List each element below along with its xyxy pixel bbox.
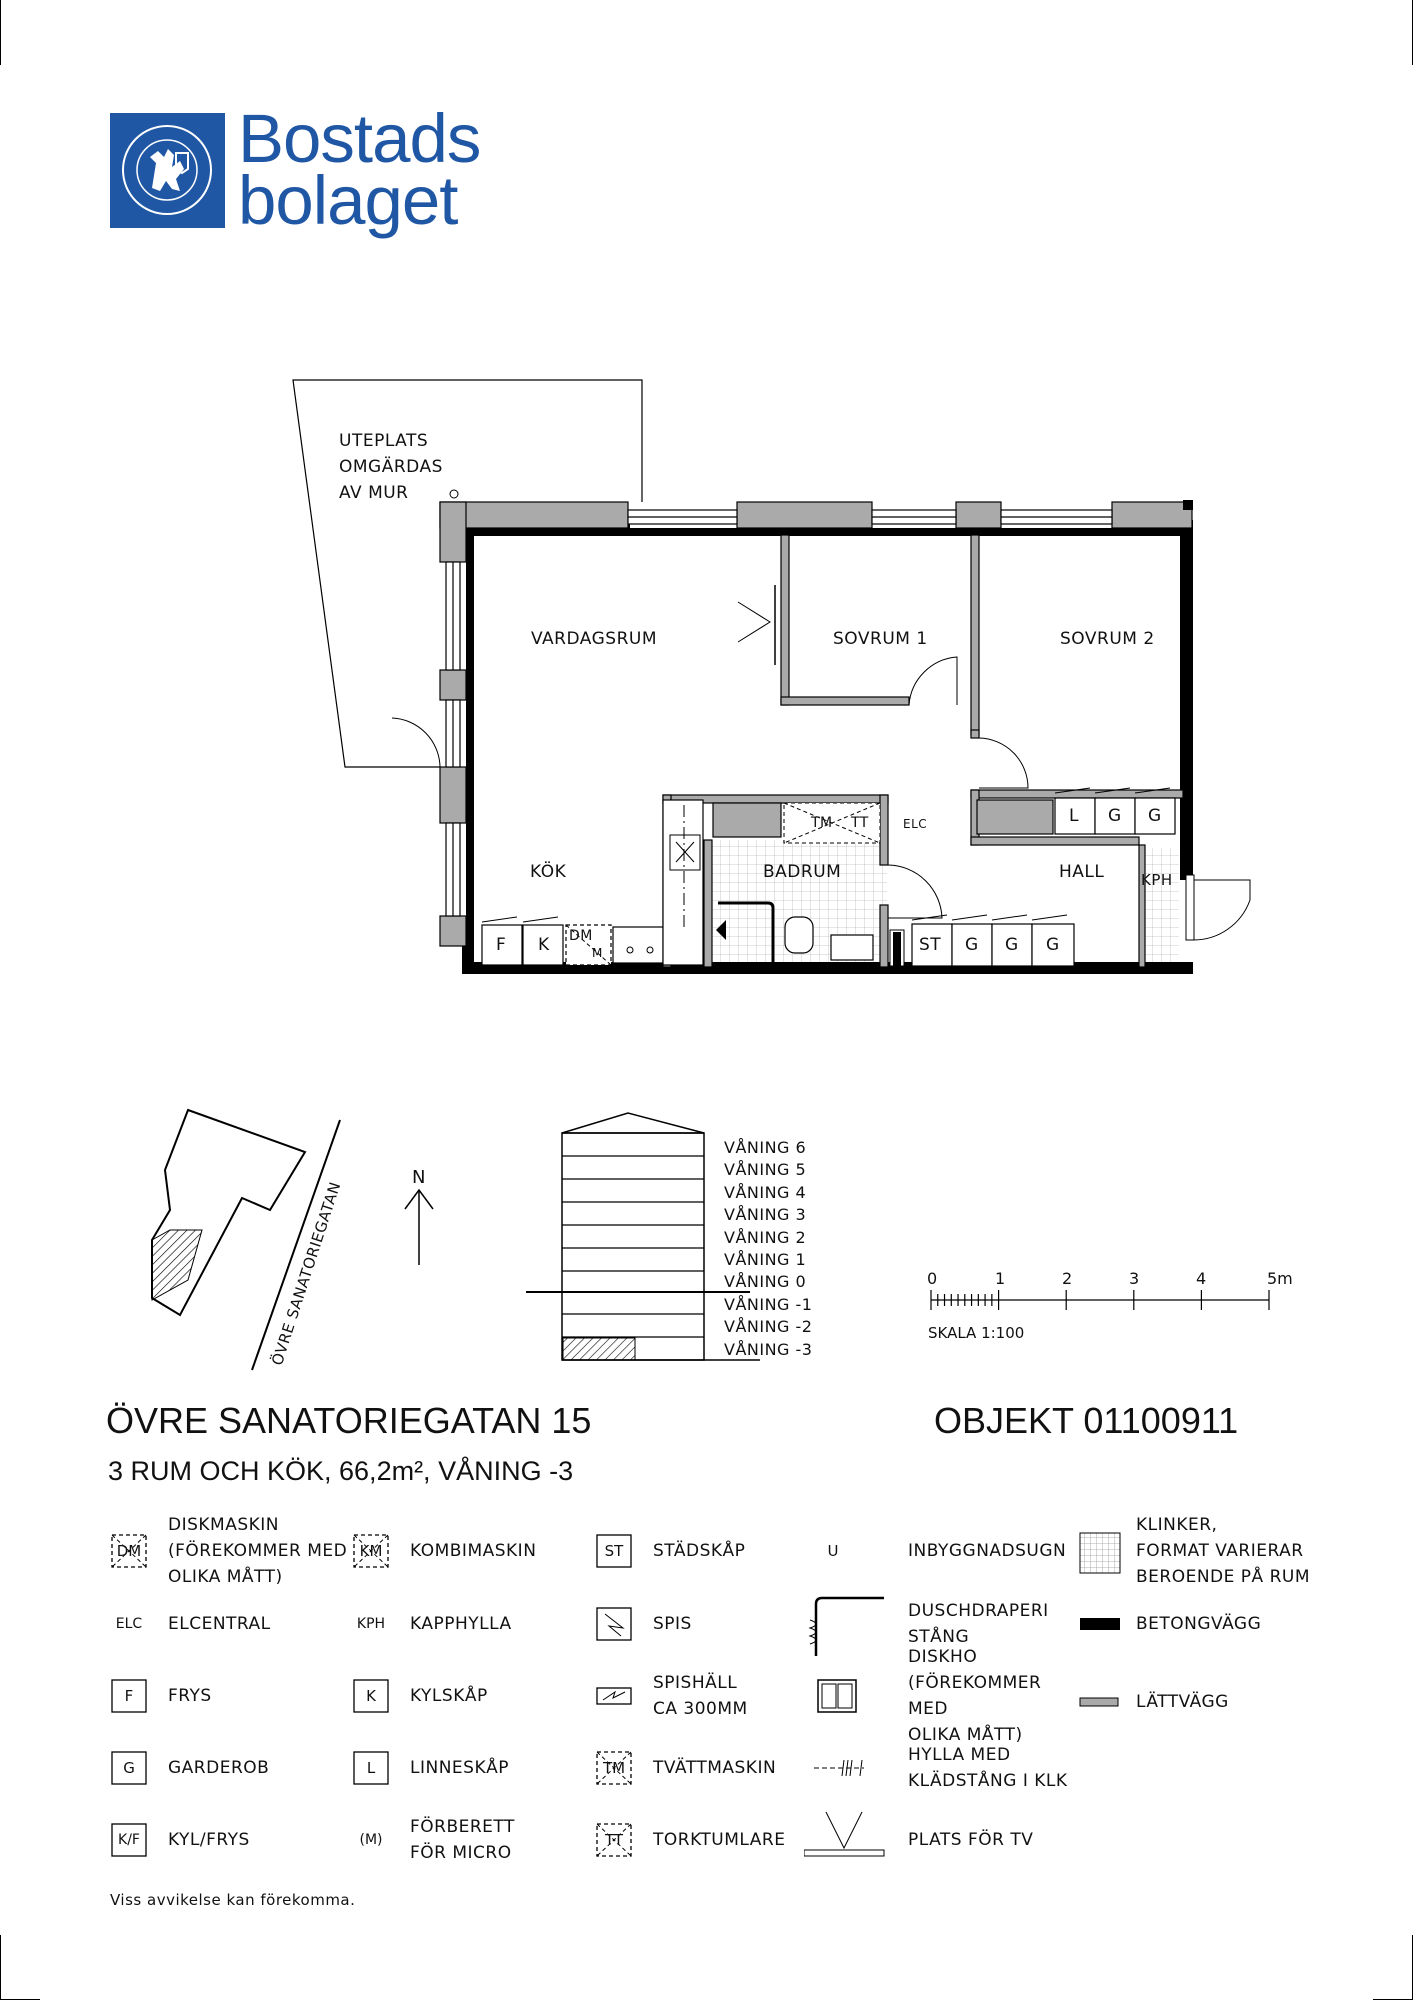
legend-item [110, 1594, 370, 1654]
legend-symbol-icon [814, 1820, 854, 1860]
room-sovrum-1: SOVRUM 1 [833, 629, 928, 649]
closet-g: G [965, 935, 979, 955]
legend-label: KAPPHYLLA [410, 1614, 512, 1634]
legend-label: TORKTUMLARE [653, 1830, 786, 1850]
legend-item [110, 1666, 370, 1726]
legend-item [110, 1738, 370, 1798]
legend-label: LÄTTVÄGG [1136, 1692, 1229, 1712]
legend-label: DISKMASKIN (FÖREKOMMER MED OLIKA MÅTT) [168, 1515, 348, 1587]
legend-item [352, 1810, 612, 1870]
legend-symbol-text: ST [604, 1542, 624, 1560]
legend-label: LINNESKÅP [410, 1758, 509, 1778]
closet-g: G [1148, 806, 1162, 826]
fixture-tm: TM [811, 815, 833, 831]
legend-label: BETONGVÄGG [1136, 1614, 1262, 1634]
legend-symbol-text: F [124, 1687, 134, 1705]
legend-label: PLATS FÖR TV [908, 1830, 1034, 1850]
entrance-tiles [1141, 848, 1179, 964]
closet-st: ST [919, 935, 942, 955]
legend-item [1078, 1672, 1338, 1732]
legend-symbol-icon [1078, 1604, 1118, 1644]
legend-symbol-text: KPH [356, 1616, 386, 1632]
legend-item [814, 1521, 1074, 1581]
legend-symbol-icon [814, 1676, 854, 1716]
floor-label: VÅNING 4 [724, 1182, 807, 1202]
scale-tick-label: 5m [1267, 1269, 1293, 1288]
legend-label: INBYGGNADSUGN [908, 1541, 1067, 1561]
legend-symbol-icon [595, 1676, 635, 1716]
floor-label: VÅNING -2 [724, 1317, 813, 1337]
legend-symbol-text: K/F [118, 1832, 140, 1848]
legend-item [352, 1594, 612, 1654]
legend-item [1078, 1515, 1338, 1587]
north-label: N [412, 1167, 426, 1188]
scale-tick-label: 1 [995, 1269, 1006, 1288]
closet-g: G [1046, 935, 1060, 955]
legend-item [352, 1738, 612, 1798]
legend-symbol-text: ELC [115, 1616, 143, 1632]
legend-label: GARDEROB [168, 1758, 270, 1778]
legend-symbol-text: TM [602, 1759, 626, 1777]
floor-label: VÅNING 5 [724, 1160, 807, 1180]
legend-label: ELCENTRAL [168, 1614, 271, 1634]
legend-label: KOMBIMASKIN [410, 1541, 537, 1561]
room-uteplats: UTEPLATS OMGÄRDAS AV MUR [339, 431, 443, 503]
legend-symbol-icon [1078, 1531, 1118, 1571]
floor-label: VÅNING -1 [724, 1294, 813, 1314]
footnote: Viss avvikelse kan förekomma. [110, 1891, 356, 1909]
kph-label: KPH [1141, 871, 1173, 889]
scale-tick-label: 4 [1196, 1269, 1207, 1288]
scale-label: SKALA 1:100 [928, 1324, 1025, 1342]
objekt-number: OBJEKT 01100911 [934, 1400, 1239, 1441]
legend-label: DISKHO (FÖREKOMMER MED OLIKA MÅTT) [908, 1647, 1042, 1745]
legend-label: SPISHÄLL CA 300MM [653, 1673, 748, 1719]
legend-item [814, 1647, 1074, 1745]
legend-label: KYLSKÅP [410, 1686, 488, 1706]
legend-symbol-text: L [366, 1759, 376, 1777]
legend-item [814, 1810, 1074, 1870]
legend-symbol-text: K [366, 1687, 376, 1705]
scale-tick-label: 2 [1062, 1269, 1073, 1288]
apartment-subtitle: 3 RUM OCH KÖK, 66,2m², VÅNING -3 [108, 1456, 574, 1486]
floor-label: VÅNING 3 [724, 1205, 807, 1225]
legend-symbol-text: DM [116, 1542, 142, 1560]
legend-label: STÄDSKÅP [653, 1541, 746, 1561]
elc-label: ELC [903, 817, 928, 831]
legend-symbol-text: KM [359, 1542, 383, 1560]
logo-line1: Bostads [238, 100, 481, 177]
legend-symbol-icon [814, 1748, 854, 1788]
scale-tick-label: 3 [1129, 1269, 1140, 1288]
legend-symbol-text: G [123, 1759, 135, 1777]
legend-item [814, 1738, 1074, 1798]
legend-symbol-icon [1078, 1682, 1118, 1722]
floor-label: VÅNING 1 [724, 1250, 807, 1269]
legend-symbol-text: TT [604, 1831, 624, 1849]
fixture-dm: DM [569, 928, 593, 944]
legend-label: SPIS [653, 1614, 692, 1634]
legend-label: TVÄTTMASKIN [653, 1758, 777, 1778]
scale-tick-label: 0 [927, 1269, 938, 1288]
fixture-k: K [538, 935, 550, 955]
legend-label: FRYS [168, 1686, 212, 1706]
legend-symbol-text: (M) [359, 1832, 383, 1848]
room-hall: HALL [1059, 862, 1105, 882]
scale-bar [925, 1280, 1275, 1330]
fixture-f: F [496, 935, 507, 955]
legend-label: HYLLA MED KLÄDSTÅNG I KLK [908, 1745, 1068, 1791]
legend-item [110, 1515, 370, 1587]
legend-item [110, 1810, 370, 1870]
north-arrow-icon [400, 1185, 440, 1270]
floor-label: VÅNING 6 [724, 1138, 807, 1157]
legend-label: KLINKER, FORMAT VARIERAR BEROENDE PÅ RUM [1136, 1515, 1310, 1587]
fixture-tt: TT [851, 815, 869, 831]
closet-l: L [1069, 806, 1079, 826]
floor-label: VÅNING 0 [724, 1272, 807, 1292]
legend-symbol-text: U [827, 1542, 839, 1560]
room-kok: KÖK [530, 862, 567, 882]
room-vardagsrum: VARDAGSRUM [531, 629, 657, 649]
legend-label: KYL/FRYS [168, 1830, 250, 1850]
legend-item [352, 1666, 612, 1726]
legend-item [1078, 1594, 1338, 1654]
street-label: ÖVRE SANATORIEGATAN [268, 1179, 345, 1368]
room-badrum: BADRUM [763, 862, 842, 882]
closet-g: G [1005, 935, 1019, 955]
legend-label: DUSCHDRAPERI STÅNG [908, 1601, 1049, 1647]
site-plan [130, 1100, 390, 1380]
address-title: ÖVRE SANATORIEGATAN 15 [106, 1400, 592, 1441]
legend-symbol-icon [814, 1604, 854, 1644]
room-sovrum-2: SOVRUM 2 [1060, 629, 1155, 649]
logo-line2: bolaget [238, 162, 458, 239]
legend-label: FÖRBERETT FÖR MICRO [410, 1817, 515, 1863]
legend-symbol-icon [595, 1604, 635, 1644]
crop-mark [0, 1935, 1, 2000]
floor-label: VÅNING 2 [724, 1227, 807, 1247]
closet-g: G [1108, 806, 1122, 826]
fixture-m: M [592, 946, 603, 960]
legend-item [352, 1521, 612, 1581]
floor-label: VÅNING -3 [724, 1339, 813, 1359]
